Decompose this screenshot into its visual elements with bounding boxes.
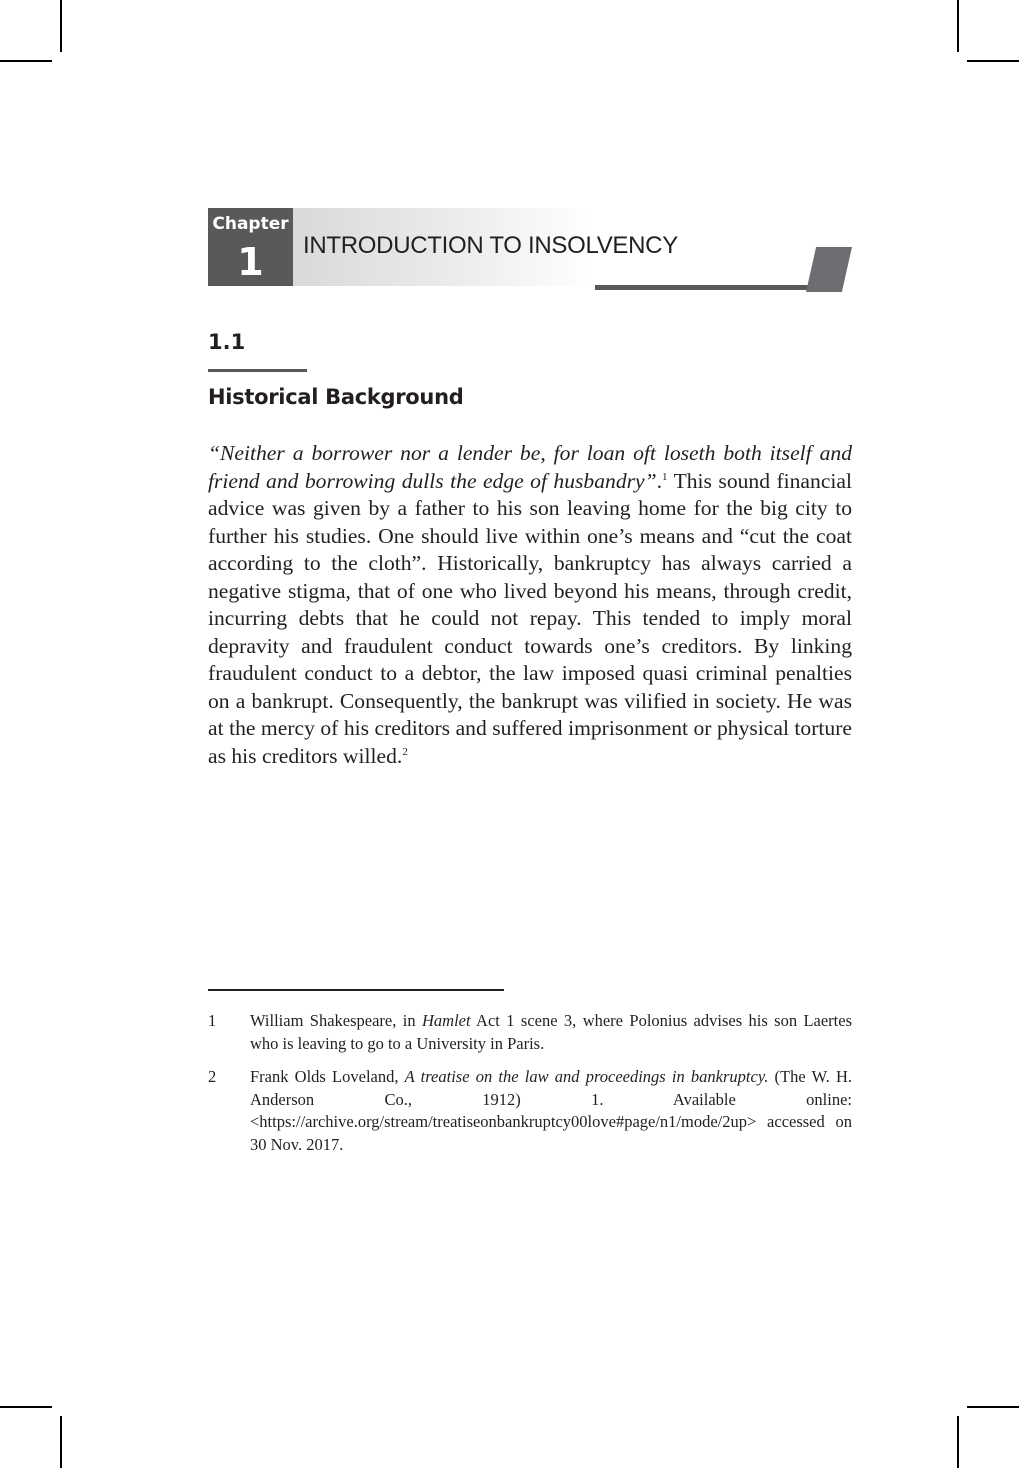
footnote-ref-2[interactable]: 2 xyxy=(402,745,408,758)
crop-mark-bottom-right-h xyxy=(967,1406,1019,1408)
chapter-label: Chapter xyxy=(212,214,289,234)
section-number: 1.1 xyxy=(208,330,246,354)
footnote-text-post: (The W. H. Anderson Co., 1912) 1. Available online: <https://archive.org/stream/treatiseonbankruptcy00love#page/n1/mode/2up> accessed on 30 Nov. 2017. xyxy=(250,1067,853,1154)
crop-mark-top-left-v xyxy=(60,0,62,52)
footnote-ref-1[interactable]: 1 xyxy=(662,470,668,483)
footnote-title-italic: A treatise on the law and proceedings in bankruptcy. xyxy=(404,1067,769,1086)
body-paragraph xyxy=(208,440,852,770)
footnote-text xyxy=(250,1010,852,1055)
footnote-2 xyxy=(208,1066,852,1156)
crop-mark-top-left-h xyxy=(0,60,52,62)
chapter-number: 1 xyxy=(237,240,264,284)
crop-mark-top-right-h xyxy=(967,60,1019,62)
chapter-slant-tab xyxy=(806,247,852,292)
footnote-text-pre: Frank Olds Loveland, xyxy=(250,1067,405,1086)
footnote-rule xyxy=(208,989,504,991)
crop-mark-bottom-left-v xyxy=(60,1416,62,1468)
chapter-underline xyxy=(595,285,815,290)
footnote-title-italic: Hamlet xyxy=(422,1011,471,1030)
chapter-title: INTRODUCTION TO INSOLVENCY xyxy=(303,232,678,259)
chapter-badge xyxy=(208,208,293,286)
quote-period: . xyxy=(656,468,663,493)
opening-quote: “Neither a borrower nor a lender be, for loan oft loseth both itself and friend and borrowing dulls the edge of husbandry” xyxy=(208,441,852,493)
footnote-text-post: Act 1 scene 3, where Polonius advises his son Laertes who is leaving to go to a University in Paris. xyxy=(250,1011,853,1053)
footnote-1 xyxy=(208,1010,852,1055)
footnote-number: 2 xyxy=(208,1067,217,1086)
section-rule xyxy=(208,369,307,372)
crop-mark-top-right-v xyxy=(957,0,959,52)
crop-mark-bottom-right-v xyxy=(957,1416,959,1468)
footnote-number: 1 xyxy=(208,1011,217,1030)
section-title: Historical Background xyxy=(208,385,464,409)
footnote-text-pre: William Shakespeare, in xyxy=(250,1011,422,1030)
footnote-text xyxy=(250,1066,852,1156)
crop-mark-bottom-left-h xyxy=(0,1406,52,1408)
body-text: This sound financial advice was given by a father to his son leaving home for the big city to further his studies. One should live within one’s means and “cut the coat according to the cloth”. Historically, bankruptcy has always carried a negative stigma, that of one who lived beyond his means, through credit, incurring debts that he could not repay. This tended to imply moral depravity and fraudulent conduct towards one’s creditors. By linking fraudulent conduct to a debtor, the law imposed quasi criminal penalties on a bankrupt. Consequently, the bankrupt was vilified in society. He was at the mercy of his creditors and suffered imprisonment or physical torture as his creditors willed. xyxy=(208,468,852,768)
